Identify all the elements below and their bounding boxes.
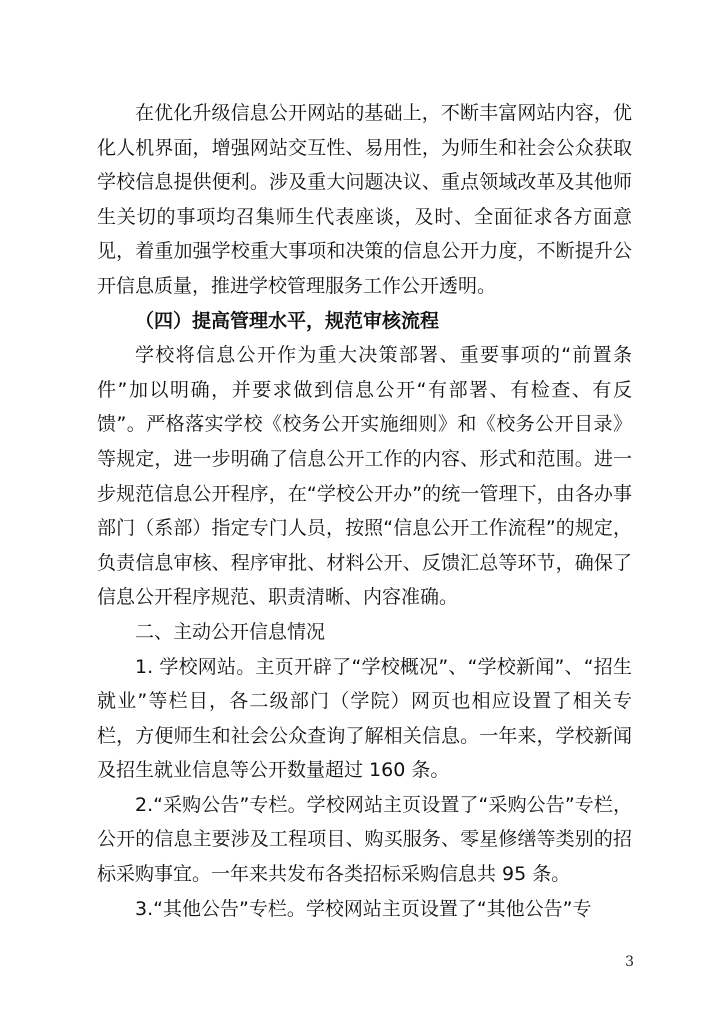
paragraph-website-optimization: 在优化升级信息公开网站的基础上，不断丰富网站内容，优化人机界面，增强网站交互性、易用性，为师生和社会公众获取学校信息提供便利。涉及重大问题决议、重点领域改革及其他师生关切的事项均召集师生代表座谈，及时、全面征求各方面意见，着重加强学校重大事项和决策的信息公开力度，不断提升公开信息质量，推进学校管理服务工作公开透明。 [97,102,632,297]
paragraph-review-process: 学校将信息公开作为重大决策部署、重要事项的“前置条件”加以明确，并要求做到信息公开“有部署、有检查、有反馈”。严格落实学校《校务公开实施细则》和《校务公开目录》等规定，进一步明确了信息公开工作的内容、形式和范围。进一步规范信息公开程序，在“学校公开办”的统一管理下，由各办事部门（系部）指定专门人员，按照“信息公开工作流程”的规定，负责信息审核、程序审批、材料公开、反馈汇总等环节，确保了信息公开程序规范、职责清晰、内容准确。 [97,344,632,609]
paragraph-other-notices: 3.“其他公告”专栏。学校网站主页设置了“其他公告”专 [135,897,592,920]
paragraph-procurement-notices: 2.“采购公告”专栏。学校网站主页设置了“采购公告”专栏，公开的信息主要涉及工程项目、购买服务、零星修缮等类别的招标采购事宜。一年来共发布各类招标采购信息共 95 条。 [97,793,632,886]
document-body [97,96,632,926]
section-heading-proactive-disclosure: 二、主动公开信息情况 [135,620,326,643]
paragraph-school-website: 1. 学校网站。主页开辟了“学校概况”、“学校新闻”、“招生就业”等栏目，各二级部门（学院）网页也相应设置了相关专栏，方便师生和社会公众查询了解相关信息。一年来，学校新闻及招生就业信息等公开数量超过 160 条。 [97,655,632,782]
page-number: 3 [625,954,634,970]
section-heading-management: （四）提高管理水平，规范审核流程 [135,309,440,332]
